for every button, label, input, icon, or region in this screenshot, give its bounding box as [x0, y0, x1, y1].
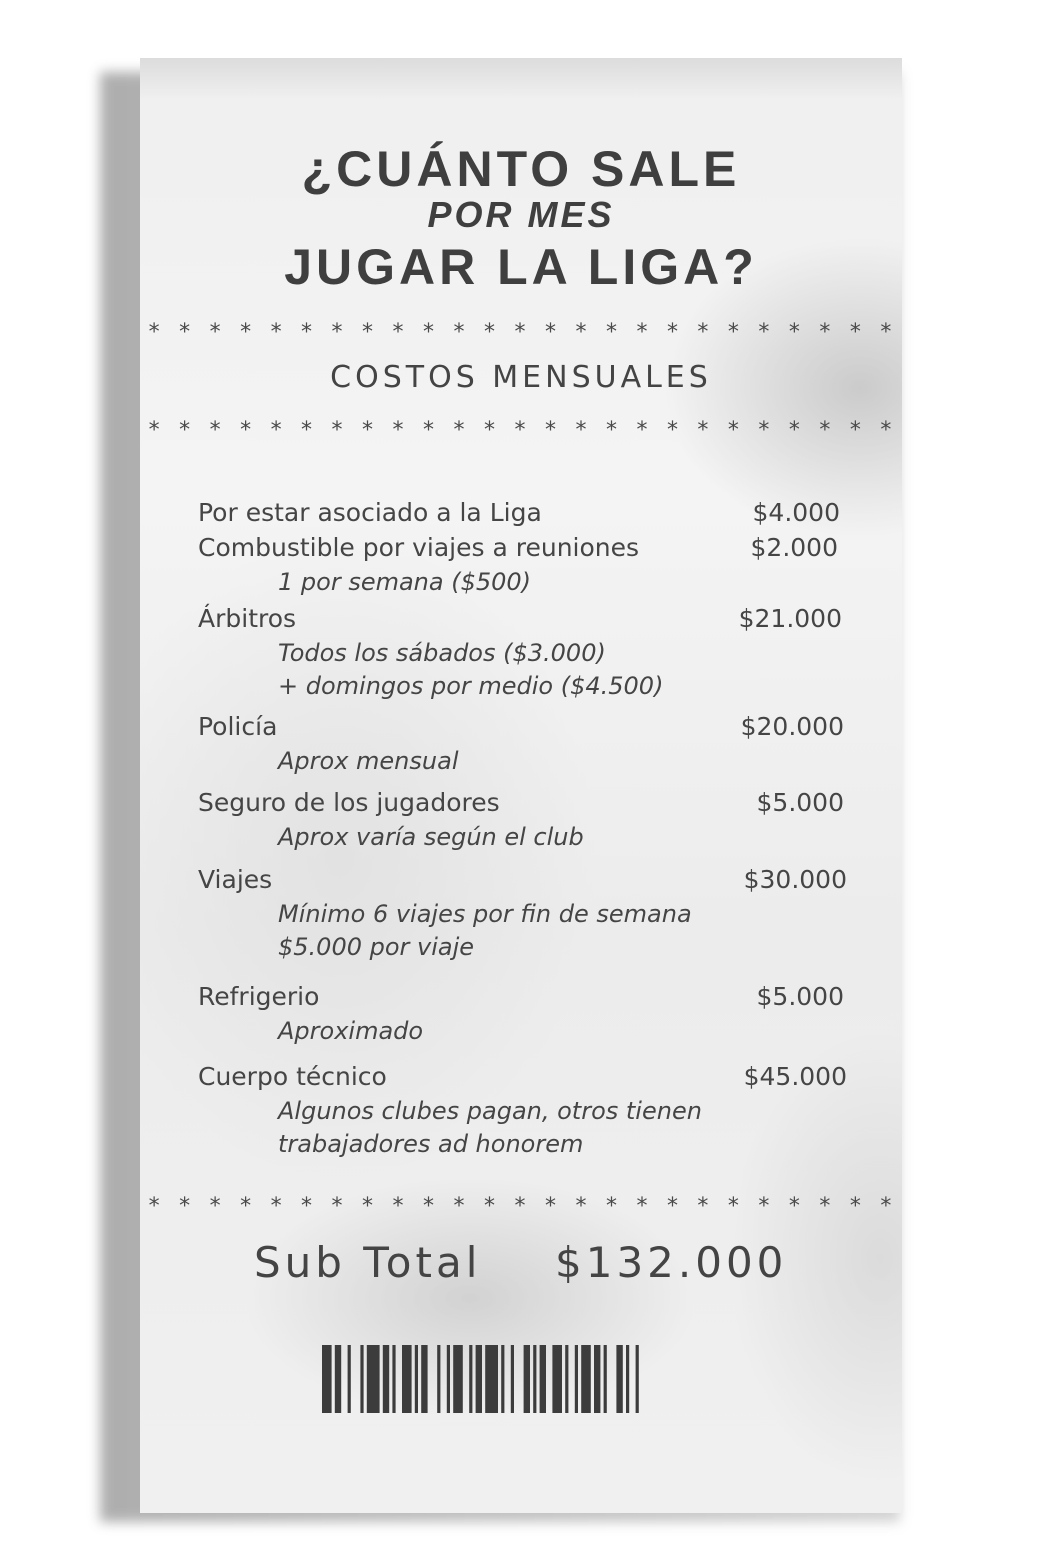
cost-item-amount: $21.000 — [738, 604, 842, 633]
divider-bottom: * * * * * * * * * * * * * * * * * * * * * * * * * — [147, 1194, 895, 1219]
cost-item-note: Mínimo 6 viajes por fin de semana — [278, 900, 692, 928]
cost-item-amount: $5.000 — [756, 982, 844, 1011]
cost-item — [198, 604, 848, 703]
cost-item — [198, 865, 848, 964]
cost-item-label: Árbitros — [198, 604, 297, 633]
title-line-3: JUGAR LA LIGA? — [284, 239, 758, 295]
barcode-bar — [367, 1345, 380, 1413]
barcode-bar — [383, 1345, 389, 1413]
cost-item-label: Seguro de los jugadores — [198, 788, 500, 817]
barcode-bar — [501, 1345, 504, 1413]
title-line-2: POR MES — [427, 194, 615, 235]
cost-item — [198, 533, 848, 599]
barcode-bar — [437, 1345, 440, 1413]
cost-item — [198, 712, 848, 778]
barcode-bar — [447, 1345, 450, 1413]
cost-item-label: Policía — [198, 712, 278, 741]
receipt — [140, 58, 902, 1513]
cost-item — [198, 982, 848, 1048]
cost-item-label: Por estar asociado a la Liga — [198, 498, 542, 527]
barcode-bar — [616, 1345, 622, 1413]
cost-item-amount: $5.000 — [756, 788, 844, 817]
cost-item-note: trabajadores ad honorem — [278, 1130, 584, 1158]
barcode-bar — [348, 1345, 351, 1413]
divider-middle: * * * * * * * * * * * * * * * * * * * * * * * * * — [147, 418, 895, 443]
divider-top: * * * * * * * * * * * * * * * * * * * * * * * * * — [147, 320, 895, 345]
cost-item-amount: $4.000 — [752, 498, 840, 527]
barcode-bar — [402, 1345, 412, 1413]
cost-item-label: Refrigerio — [198, 982, 320, 1011]
cost-item-note: Todos los sábados ($3.000) — [278, 639, 606, 667]
barcode-bar — [565, 1345, 568, 1413]
cost-item-amount: $2.000 — [750, 533, 838, 562]
barcode-bar — [626, 1345, 629, 1413]
barcode-bar — [575, 1345, 578, 1413]
receipt-top-edge — [140, 58, 902, 98]
barcode-bar — [581, 1345, 591, 1413]
barcode-bar — [604, 1345, 607, 1413]
barcode-bar — [511, 1345, 514, 1413]
cost-item-note: Aprox varía según el club — [278, 823, 584, 851]
barcode-bar — [476, 1345, 482, 1413]
cost-item — [198, 1062, 848, 1161]
cost-item — [198, 788, 848, 854]
cost-item-label: Cuerpo técnico — [198, 1062, 387, 1091]
barcode-bar — [594, 1345, 600, 1413]
title-line-1: ¿CUÁNTO SALE — [301, 141, 741, 197]
cost-item-label: Viajes — [198, 865, 273, 894]
barcode-bar — [453, 1345, 463, 1413]
cost-item-note: Algunos clubes pagan, otros tienen — [278, 1097, 702, 1125]
barcode-bar — [335, 1345, 341, 1413]
cost-item-amount: $20.000 — [740, 712, 844, 741]
cost-item-note: Aproximado — [278, 1017, 424, 1045]
cost-item-note: 1 por semana ($500) — [278, 568, 532, 596]
barcode-bar — [636, 1345, 639, 1413]
cost-item-note: + domingos por medio ($4.500) — [278, 672, 664, 700]
cost-item-note: Aprox mensual — [278, 747, 459, 775]
barcode-bar — [392, 1345, 395, 1413]
barcode-bar — [533, 1345, 536, 1413]
barcode-bar — [485, 1345, 498, 1413]
section-title: COSTOS MENSUALES — [330, 360, 712, 395]
barcode-bar — [322, 1345, 332, 1413]
cost-item-amount: $30.000 — [743, 865, 847, 894]
cost-item-label: Combustible por viajes a reuniones — [198, 533, 640, 562]
cost-item-amount: $45.000 — [743, 1062, 847, 1091]
barcode-bar — [552, 1345, 562, 1413]
subtotal-value: $132.000 — [555, 1238, 788, 1287]
cost-item-note: $5.000 por viaje — [278, 933, 475, 961]
barcode-icon — [320, 1345, 722, 1413]
barcode-bar — [540, 1345, 546, 1413]
barcode-bar — [415, 1345, 418, 1413]
barcode-bar — [421, 1345, 427, 1413]
barcode-bar — [469, 1345, 472, 1413]
barcode-bar — [524, 1345, 530, 1413]
cost-item — [198, 498, 848, 531]
subtotal-label: Sub Total — [254, 1238, 482, 1287]
barcode-bar — [360, 1345, 363, 1413]
